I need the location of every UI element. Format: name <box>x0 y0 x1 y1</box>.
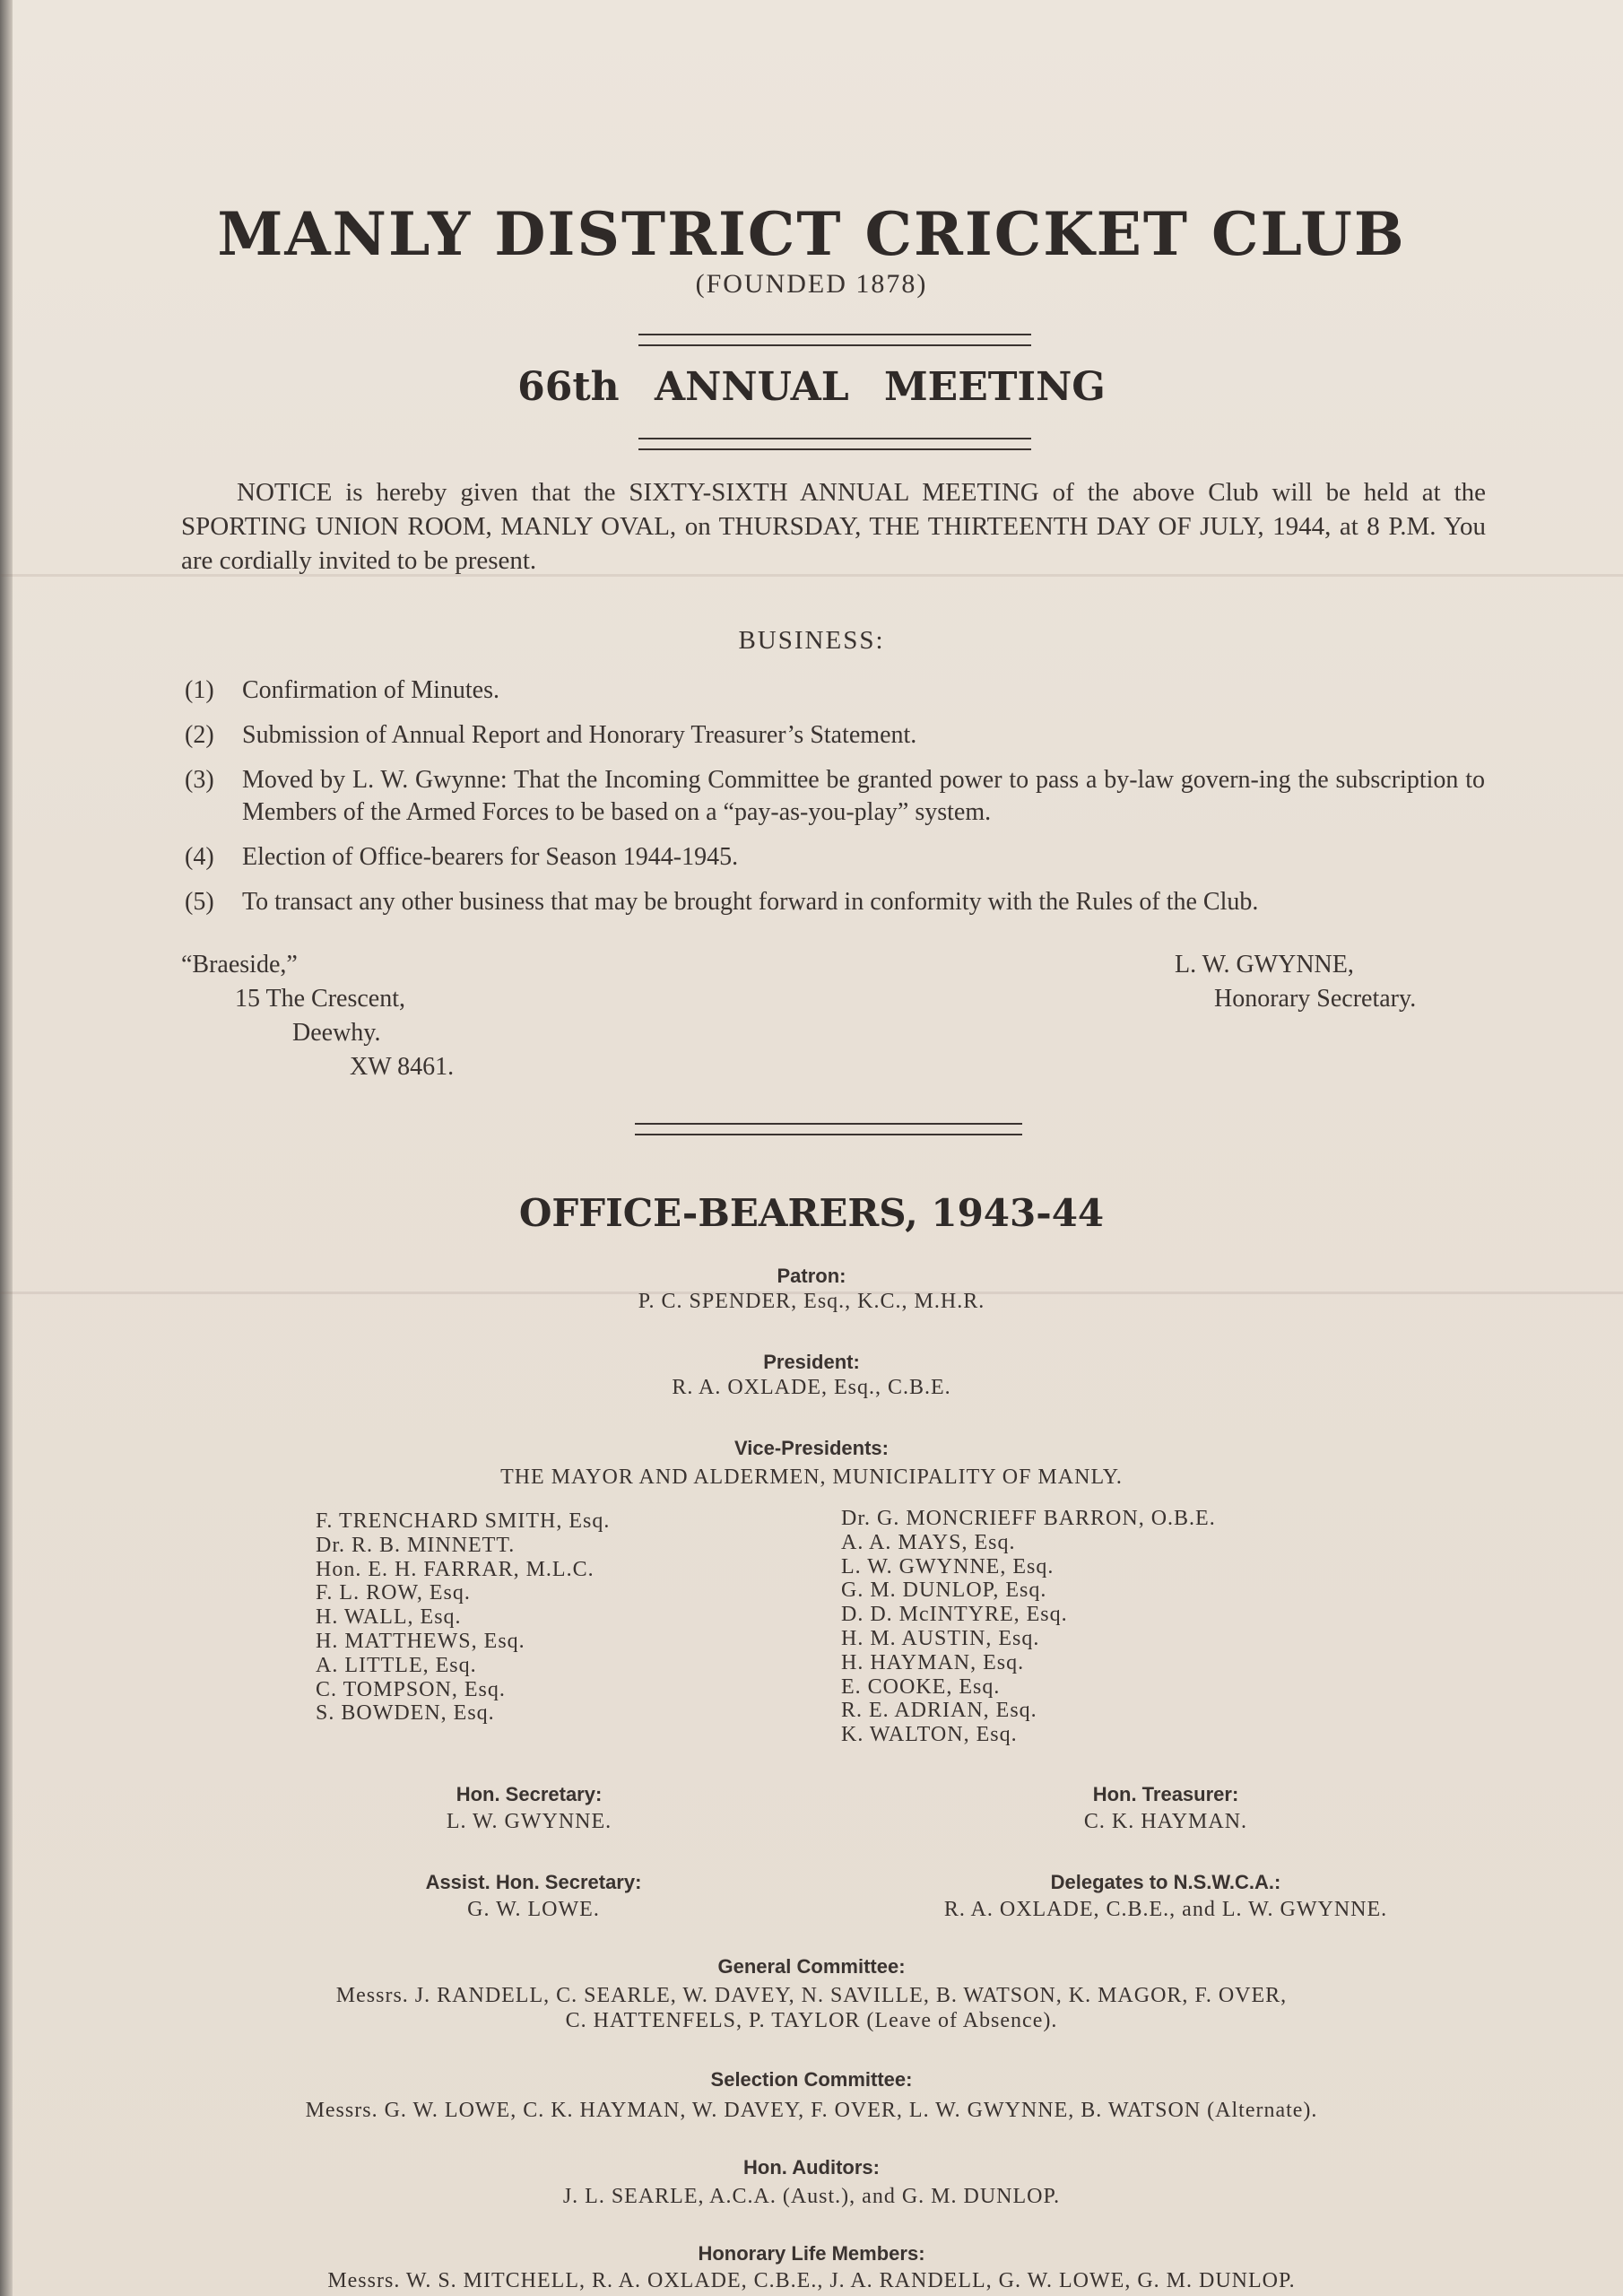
life-members-names: Messrs. W. S. MITCHELL, R. A. OXLADE, C.B.E., J. A. RANDELL, G. W. LOWE, G. M. DUNLOP. <box>327 2269 1296 2292</box>
address-line: 15 The Crescent, <box>235 985 405 1013</box>
hon-treasurer-heading: Hon. Treasurer: <box>1092 1783 1239 1805</box>
hon-treasurer-name: C. K. HAYMAN. <box>1083 1810 1248 1833</box>
life-members-heading: Honorary Life Members: <box>698 2242 925 2265</box>
vice-president-name: D. D. McINTYRE, Esq. <box>841 1603 1068 1627</box>
hon-secretary-heading: Hon. Secretary: <box>456 1783 603 1805</box>
vice-presidents-right-column <box>841 1507 1216 1747</box>
vice-president-name: G. M. DUNLOP, Esq. <box>841 1578 1047 1603</box>
item-text: To transact any other business that may be brought forward in conformity with the Rules of the Club. <box>242 888 1259 916</box>
patron-name: P. C. SPENDER, Esq., K.C., M.H.R. <box>638 1290 985 1313</box>
selection-committee-heading: Selection Committee: <box>710 2068 913 2091</box>
vice-president-name: H. WALL, Esq. <box>316 1605 462 1630</box>
vice-president-name: H. HAYMAN, Esq. <box>841 1650 1025 1674</box>
assist-secretary-heading: Assist. Hon. Secretary: <box>425 1871 642 1893</box>
vice-presidents-left-column <box>316 1509 610 1726</box>
assist-secretary-name: G. W. LOWE. <box>467 1898 600 1921</box>
signatory-title: Honorary Secretary. <box>1214 985 1417 1013</box>
founded-note: (FOUNDED 1878) <box>695 269 928 299</box>
vice-presidents-lead: THE MAYOR AND ALDERMEN, MUNICIPALITY OF MANLY. <box>500 1465 1123 1489</box>
signatory-name: L. W. GWYNNE, <box>1175 951 1354 978</box>
vice-president-name: F. TRENCHARD SMITH, Esq. <box>316 1509 611 1533</box>
delegates-names: R. A. OXLADE, C.B.E., and L. W. GWYNNE. <box>943 1898 1388 1921</box>
general-committee-line: C. HATTENFELS, P. TAYLOR (Leave of Absence). <box>565 2009 1058 2032</box>
auditors-names: J. L. SEARLE, A.C.A. (Aust.), and G. M. DUNLOP. <box>562 2185 1061 2208</box>
double-rule <box>638 438 1031 450</box>
item-text: Confirmation of Minutes. <box>242 676 499 704</box>
item-text: Moved by L. W. Gwynne: That the Incoming Committee be granted power to pass a by-law govern-ing the subscription to Members of the Armed Forces to be based on a “pay-as-you-play” system. <box>242 766 1485 826</box>
vice-presidents-heading: Vice-Presidents: <box>733 1437 889 1459</box>
address-line: “Braeside,” <box>181 951 298 978</box>
vice-president-name: K. WALTON, Esq. <box>841 1723 1018 1747</box>
auditors-heading: Hon. Auditors: <box>743 2156 880 2179</box>
selection-committee-names: Messrs. G. W. LOWE, C. K. HAYMAN, W. DAVEY, F. OVER, L. W. GWYNNE, B. WATSON (Alternate). <box>305 2099 1318 2122</box>
office-bearers-title: OFFICE-BEARERS, 1943-44 <box>518 1191 1105 1235</box>
club-title: MANLY DISTRICT CRICKET CLUB <box>217 199 1406 269</box>
item-number: (4) <box>185 843 214 871</box>
vice-president-name: L. W. GWYNNE, Esq. <box>841 1554 1055 1578</box>
vice-president-name: F. L. ROW, Esq. <box>316 1581 471 1605</box>
address-line: XW 8461. <box>350 1053 455 1081</box>
business-heading: BUSINESS: <box>738 626 885 655</box>
vice-president-name: Hon. E. H. FARRAR, M.L.C. <box>316 1557 595 1581</box>
meeting-notice <box>181 475 1486 578</box>
vice-president-name: R. E. ADRIAN, Esq. <box>841 1699 1037 1723</box>
address-line: Deewhy. <box>292 1019 381 1047</box>
president-name: R. A. OXLADE, Esq., C.B.E. <box>672 1376 951 1399</box>
double-rule <box>635 1123 1022 1135</box>
general-committee-heading: General Committee: <box>717 1955 906 1978</box>
item-text: Election of Office-bearers for Season 1944-1945. <box>242 843 739 871</box>
vice-president-name: E. COOKE, Esq. <box>841 1674 1001 1699</box>
vice-president-name: C. TOMPSON, Esq. <box>316 1677 506 1701</box>
meeting-title: 66th ANNUAL MEETING <box>517 364 1106 410</box>
vice-president-name: Dr. R. B. MINNETT. <box>316 1533 516 1557</box>
vice-president-name: A. LITTLE, Esq. <box>316 1653 477 1677</box>
item-number: (5) <box>185 888 214 916</box>
double-rule <box>638 334 1031 346</box>
patron-heading: Patron: <box>777 1265 846 1287</box>
vice-president-name: Dr. G. MONCRIEFF BARRON, O.B.E. <box>841 1507 1216 1530</box>
vice-president-name: A. A. MAYS, Esq. <box>841 1530 1016 1554</box>
hon-secretary-name: L. W. GWYNNE. <box>446 1810 612 1833</box>
notice-text: NOTICE is hereby given that the SIXTY-SIXTH ANNUAL MEETING of the above Club will be held at the SPORTING UNION ROOM, MANLY OVAL, on THURSDAY, THE THIRTEENTH DAY OF JULY, 1944, at 8 P.M. You are cordially invited to be present. <box>181 478 1486 575</box>
president-heading: President: <box>763 1351 860 1373</box>
general-committee-line: Messrs. J. RANDELL, C. SEARLE, W. DAVEY, N. SAVILLE, B. WATSON, K. MAGOR, F. OVER, <box>335 1984 1288 2007</box>
item-number: (2) <box>185 721 214 749</box>
vice-president-name: H. MATTHEWS, Esq. <box>316 1629 525 1653</box>
vice-president-name: H. M. AUSTIN, Esq. <box>841 1626 1040 1650</box>
vice-president-name: S. BOWDEN, Esq. <box>316 1701 495 1726</box>
delegates-heading: Delegates to N.S.W.C.A.: <box>1050 1871 1281 1893</box>
paper-left-edge <box>0 0 13 2296</box>
item-number: (1) <box>185 676 214 704</box>
item-text: Submission of Annual Report and Honorary Treasurer’s Statement. <box>242 721 917 749</box>
item-number: (3) <box>185 766 214 794</box>
